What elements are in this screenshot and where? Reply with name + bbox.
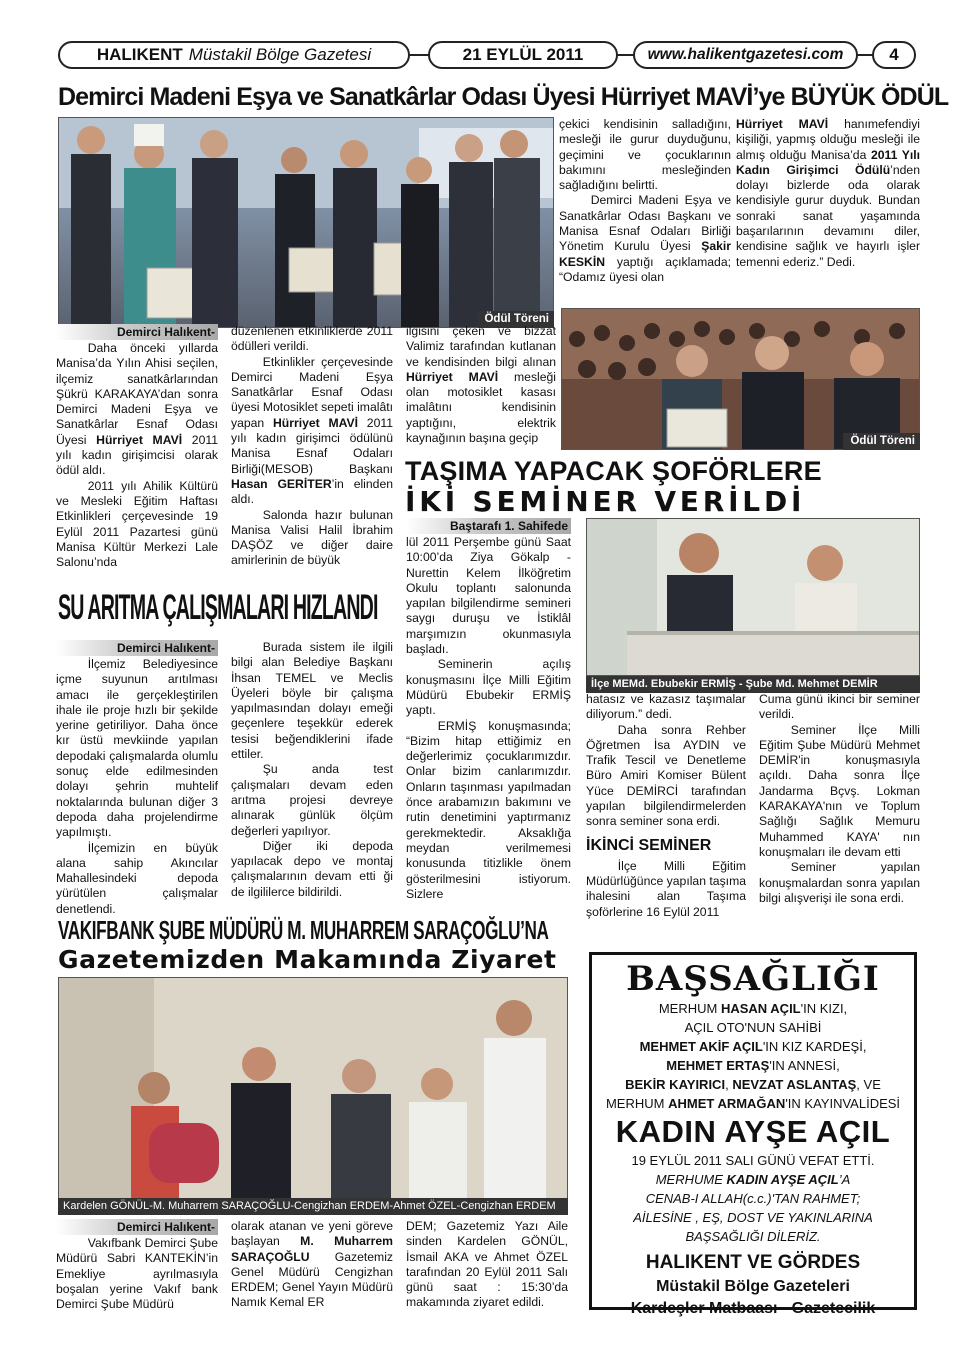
obituary-deceased-name: KADIN AYŞE AÇIL xyxy=(615,1114,891,1149)
award-ceremony-photo-1 xyxy=(58,117,554,328)
article1-col-a-p1: Daha önceki yıllarda Manisa’da Yılın Ahisi seçilen, ilçemiz sanatkârlarından Şükrü KARAKAYA’dan sonra Demirci Madeni Eşya ve Sanatkârlar Esnaf Odası Üyesi xyxy=(56,341,218,447)
obituary-line1-pre: MERHUM xyxy=(658,1001,718,1016)
article1-col-a-name: Hürriyet MAVİ xyxy=(96,432,183,447)
article2-column-b xyxy=(231,640,393,900)
article2-headline-box xyxy=(58,588,393,632)
article1-col-e-award: 2011 Yılı Kadın Girişimci Ödülü xyxy=(736,147,920,177)
award-ceremony-photo-2 xyxy=(561,308,920,450)
paper-name-italic: Müstakil Bölge Gazetesi xyxy=(188,45,372,65)
article2-col-a-p1: İlçemiz Belediyesince içme suyunun arıtılması amacı ile gerçekleştirilen ihale ile proje hızlı bir şekilde yerine getiriliyor. Daha önce kır üstü mevkiinde yapılan depodaki çalışmalarda olumlu sonuç elde edilmesinden dolayı şehrin muhtelif noktalarında bulunan diğer 3 depoda daha projelendirme yapılmıştı. xyxy=(56,657,218,840)
obituary-line4-name: MEHMET ERTAŞ xyxy=(666,1058,770,1073)
article1-column-b xyxy=(231,324,393,569)
article3-col-b-p2: Daha sonra Rehber Öğretmen İsa AYDIN ve Trafik Tescil ve Denetleme Büro Amiri Komiser Bülent Yüce DEMİRCİ tarafından yapılan bilgilendirmelerden sonra seminer sona erdi. xyxy=(586,722,746,829)
article4-tag: Demirci Halıkent- xyxy=(56,1219,218,1235)
article1-column-e xyxy=(736,117,920,270)
obituary-line5-post: , VE xyxy=(856,1077,881,1092)
paper-name-bold: HALIKENT xyxy=(96,45,183,65)
article1-col-d-name: Şakir KESKİN xyxy=(559,239,732,269)
article3-col-c-p2: Seminer İlçe Milli Eğitim Şube Müdürü Mehmet DEMİR'in konuşmasıyla açıldı. Daha sonra İlçe Jandarma Bçvş. Lokman KARAKAYA'nın ve Toplum Sağlığı Sağlık Memuru Muhammed KAYA' nın konuşmaları ile devam etti xyxy=(759,722,920,859)
article4-col-b-p1: olarak atanan ve yeni göreve başlayan xyxy=(231,1219,393,1249)
article4-headline-line2: Gazetemizden Makamında Ziyaret xyxy=(58,945,557,974)
article3-col-a-p3: ERMİŞ konuşmasında; “Bizim hitap ettiğimiz en değerlerimiz çocuklarımızdır. Onlar bizim canlarımızdır. Onların taşınması yapılmadan önce arabamızın bakımını ve rutin denetimini yaptırmanız gerekmektedir. Aksaklığa meydan verilmemesi konusunda titizlikle önem gösterilmesini istiyorum. Sizlere xyxy=(406,718,571,901)
article4-column-b xyxy=(231,1219,393,1311)
photo1-caption: Ödül Töreni xyxy=(478,311,554,328)
article3-col-c-p1: Cuma günü ikinci bir seminer verildi. xyxy=(759,692,920,722)
ceremony-figures-illustration xyxy=(59,118,554,328)
article2-col-a-p2: İlçemizin en büyük alana sahip Akıncılar Mahallesindeki depoda yürütülen çalışmalar denetlendi. xyxy=(56,840,218,916)
article3-column-a xyxy=(406,518,571,902)
article1-column-d xyxy=(559,117,731,285)
article3-column-b xyxy=(586,692,746,920)
article1-col-b-p2-end2: ’in elinden aldı. xyxy=(231,476,393,507)
article1-col-d-p2: Demirci Madeni Eşya ve Sanatkârlar Odası Başkanı ve Manisa Esnaf Odaları Birliği Yönetim Kurulu Üyesi xyxy=(559,193,731,254)
article1-col-c-p1: ilgisini çeken ve bizzat Valimiz tarafından kutlanan ve kendisinden bilgi alınan xyxy=(406,324,556,369)
article1-col-a-p2: 2011 yılı Ahilik Kültürü ve Mesleki Eğitim Haftası Etkinlikleri çerçevesinde 19 Eylül 2011 Pazartesi günü Manisa Kültür Merkezi Lale Salonu’nda xyxy=(56,478,218,570)
article3-column-c xyxy=(759,692,920,906)
paper-name-box xyxy=(58,41,410,69)
article3-col-b-p3: İlçe Milli Eğitim Müdürlüğünce yapılan taşıma ihalesini alan Taşıma şoförlerine 16 Eylül 2011 xyxy=(586,858,746,919)
article1-col-b-p1: düzenlenen etkinliklerde 2011 ödülleri verildi. xyxy=(231,324,393,354)
obituary-italic1-pre: MERHUME xyxy=(655,1172,723,1187)
article1-col-b-name2: Hasan GERİTER xyxy=(231,476,332,491)
obituary-line5-name1: BEKİR KAYIRICI xyxy=(625,1077,726,1092)
page-number: 4 xyxy=(889,45,899,65)
article1-col-e-p1: hanımefendiyi kişiliği, yapmış olduğu mesleği ile almış olduğu Manisa’da xyxy=(736,117,920,162)
article1-column-c xyxy=(406,324,556,446)
seminer-photo xyxy=(586,518,920,676)
obituary-line4-post: 'IN ANNESİ, xyxy=(769,1058,840,1073)
article1-col-d-p1: çekici kendisinin salladığını, mesleği ile gurur duyduğunu, geçimini ve çocuklarının bakımını mesleğinden sağladığını belirtti. xyxy=(559,117,731,193)
article1-col-b-p3: Salonda hazır bulunan Manisa Valisi Halil İbrahim DAŞÖZ ve diğer daire amirlerinin de büyük xyxy=(231,507,393,568)
obituary-sign3: Kardeşler Matbaası - Gazetecilik xyxy=(630,1300,876,1317)
obituary-line4 xyxy=(598,1056,908,1075)
obituary-line1 xyxy=(598,999,908,1018)
audience-illustration xyxy=(562,309,920,450)
article1-col-b-p2-end: 2011 yılı kadın girişimci ödülünü Manisa Esnaf Odaları Birliği(MESOB) Başkanı xyxy=(231,415,394,476)
article1-col-c-p1-end: mesleği olan motosiklet kasası imalâtını kendisinin yaptığını, elektrik kaynağının başına geçip xyxy=(406,369,557,446)
vakifbank-visit-photo xyxy=(58,977,568,1215)
obituary-line6-pre: MERHUM xyxy=(605,1096,665,1111)
article4-headline1-box xyxy=(58,914,568,948)
photo2-caption: Ödül Töreni xyxy=(843,433,920,450)
article4-headline-line1: VAKIFBANK ŞUBE MÜDÜRÜ M. MUHARREM SARAÇOĞLU’NA xyxy=(58,915,549,945)
article2-tag: Demirci Halıkent- xyxy=(56,640,218,656)
obituary-italic3: AİLESİNE , EŞ, DOST VE YAKINLARINA xyxy=(633,1210,873,1225)
obituary-italic4: BAŞSAĞLIĞI DİLERİZ. xyxy=(685,1229,821,1244)
article4-col-b-name: M. Muharrem SARAÇOĞLU xyxy=(231,1234,393,1264)
obituary-title: BAŞSAĞLIĞI xyxy=(626,959,880,999)
obituary-line6 xyxy=(598,1094,908,1113)
article1-col-e-p1-end: ’nden dolayı bizlerde oda olarak kendisiyle gurur duyduk. Bundan sonraki sanat yaşamında başarılarının devamını diler, kendisine sağlık ve hayırlı işler temenni ederiz.” Dedi. xyxy=(736,162,920,269)
article3-headline-line1: TAŞIMA YAPACAK ŞOFÖRLERE xyxy=(405,456,822,486)
obituary-line2: AÇIL OTO'NUN SAHİBİ xyxy=(684,1020,822,1035)
article3-headline-line2: İKİ SEMİNER VERİLDİ xyxy=(405,485,806,518)
date-box xyxy=(428,41,618,69)
obituary-line5 xyxy=(598,1075,908,1094)
obituary-line1-post: 'IN KIZI, xyxy=(800,1001,848,1016)
article1-col-a-tag: Demirci Halıkent- xyxy=(56,324,218,340)
website-link[interactable]: www.halikentgazetesi.com xyxy=(647,46,844,64)
article1-col-a-p1-end: 2011 yılı kadın girişimcisi olarak ödül aldı. xyxy=(56,432,219,478)
obituary-sign2: Müstakil Bölge Gazeteleri xyxy=(656,1278,850,1295)
page-number-box xyxy=(872,41,916,69)
article4-col-b-end: Gazetemiz Genel Müdürü Cengizhan ERDEM; Genel Yayın Müdürü Namık Kemal ER xyxy=(231,1249,393,1310)
article4-col-a-p1: Vakıfbank Demirci Şube Müdürü Sabri KANTEKİN’in Emekliye ayrılmasıyla boşalan yerine Vakıf bank Demirci Şube Müdürü xyxy=(56,1236,218,1312)
visit-illustration xyxy=(59,978,568,1215)
obituary-line3 xyxy=(598,1037,908,1056)
issue-date: 21 EYLÜL 2011 xyxy=(462,45,584,65)
obituary-line3-name: MEHMET AKİF AÇIL xyxy=(639,1039,763,1054)
article1-col-e-name: Hürriyet MAVİ xyxy=(736,117,829,131)
article2-headline: SU ARITMA ÇALIŞMALARI HIZLANDI xyxy=(58,588,378,627)
obituary-line5-sep: , xyxy=(725,1077,729,1092)
article1-col-b-name: Hürriyet MAVİ xyxy=(272,415,359,430)
article1-col-b-p2: Etkinlikler çerçevesinde Demirci Madeni Eşya Sanatkârlar Esnaf Odası üyesi Motosiklet sepeti imalâtı yapan xyxy=(231,354,393,430)
obituary-italic1-name: KADIN AYŞE AÇIL xyxy=(726,1172,839,1187)
obituary-date-line: 19 EYLÜL 2011 SALI GÜNÜ VEFAT ETTİ. xyxy=(631,1153,875,1168)
article2-column-a xyxy=(56,640,218,917)
article4-column-c xyxy=(406,1219,568,1311)
article1-headline: Demirci Madeni Eşya ve Sanatkârlar Odası Üyesi Hürriyet MAVİ’ye BÜYÜK ÖDÜL xyxy=(58,83,949,111)
obituary-italic1 xyxy=(598,1170,908,1189)
article3-col-a-p1: lül 2011 Perşembe günü Saat 10:00’da Ziya Gökalp - Nurettin Kelem İlköğretim Okulu toplantı salonunda yapılan bilgilendirme semineri saygı duruşu ve İstiklâl marşımızın okunmasıyla başladı. xyxy=(406,535,571,657)
obituary-line1-name: HASAN AÇIL xyxy=(720,1001,801,1016)
article2-col-b-p1: Burada sistem ile ilgili bilgi alan Belediye Başkanı İhsan TEMEL ve Meclis Üyeleri böyle bir çalışma yapılmasından dolayı emeği geçenlere teşekkür ederek tesisi beğendiklerini ifade ettiler. xyxy=(231,640,393,762)
article4-col-c-p1: DEM; Gazetemiz Yazı Aile sinden Kardelen GÖNÜL, İsmail AKA ve Ahmet ÖZEL tarafından 20 Eylül 2011 Salı günü saat : 15:30’da makamında ziyaret edildi. xyxy=(406,1219,568,1310)
website-box xyxy=(633,41,858,69)
article2-col-b-p3: Diğer iki depoda yapılacak depo ve montaj çalışmalarının devam etti ği de ilgililerce bildirildi. xyxy=(231,838,393,899)
obituary-sign1: HALIKENT VE GÖRDES xyxy=(645,1252,861,1273)
article3-subhead: İKİNCİ SEMİNER xyxy=(586,836,712,854)
article4-photo-caption: Kardelen GÖNÜL-M. Muharrem SARAÇOĞLU-Cengizhan ERDEM-Ahmet ÖZEL-Cengizhan ERDEM xyxy=(58,1198,568,1215)
seminer-illustration xyxy=(587,519,920,676)
article3-tag: Baştarafı 1. Sahifede xyxy=(406,518,571,534)
article1-column-a xyxy=(56,324,218,570)
obituary-italic2: CENAB-I ALLAH(c.c.)'TAN RAHMET; xyxy=(645,1191,861,1206)
article3-col-c-p3: Seminer yapılan konuşmalardan sonra yapılan bilgi alışverişi ile sona erdi. xyxy=(759,860,920,905)
obituary-line6-post: 'IN KAYINVALİDESİ xyxy=(785,1096,901,1111)
article2-col-b-p2: Şu anda test çalışmaları devam eden arıtma projesi devreye alınarak günlük ölçüm değerleri yapılıyor. xyxy=(231,762,393,838)
article3-col-b-p1: hatasız ve kazasız taşımalar diliyorum.” dedi. xyxy=(586,692,746,722)
obituary-box xyxy=(589,952,917,1317)
article3-photo-caption: İlçe MEMd. Ebubekir ERMİŞ - Şube Md. Mehmet DEMİR xyxy=(586,676,920,693)
obituary-italic1-post: ’A xyxy=(838,1172,851,1187)
obituary-line6-name: AHMET ARMAĞAN xyxy=(668,1096,786,1111)
article4-column-a xyxy=(56,1219,218,1312)
obituary-line3-post: 'IN KIZ KARDEŞİ, xyxy=(762,1039,867,1054)
article1-col-d-p2-end: yaptığı açıklamada; “Odamız üyesi olan xyxy=(559,254,732,284)
obituary-line5-name2: NEVZAT ASLANTAŞ xyxy=(732,1077,857,1092)
article3-col-a-p2: Seminerin açılış konuşmasını İlçe Milli Eğitim Müdürü Ebubekir ERMİŞ yaptı. xyxy=(406,657,571,718)
article1-col-c-name: Hürriyet MAVİ xyxy=(406,369,499,384)
